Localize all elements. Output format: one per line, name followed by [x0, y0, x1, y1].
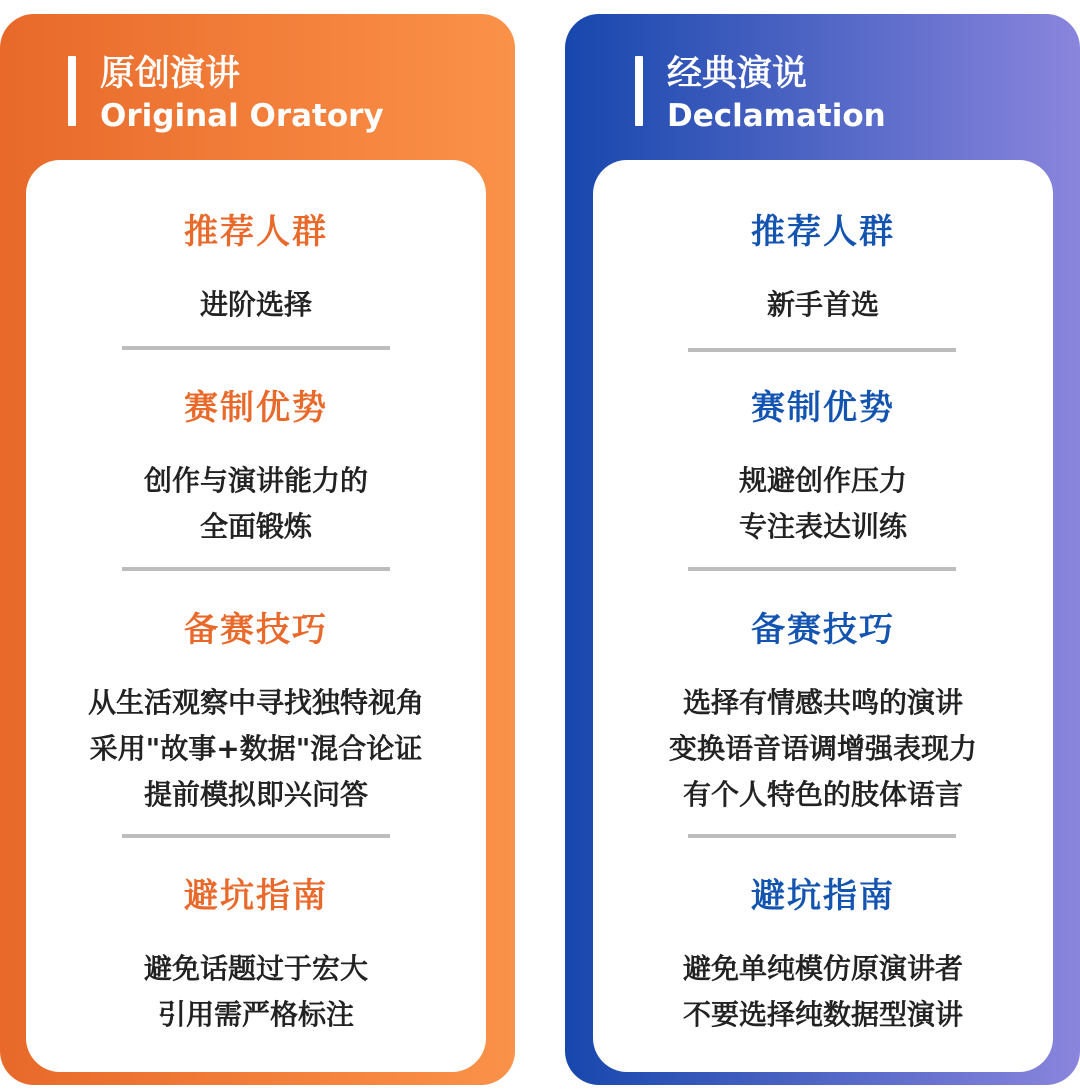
section-divider [688, 567, 956, 571]
header-accent-bar [635, 56, 643, 126]
section-line: 不要选择纯数据型演讲 [682, 998, 963, 1031]
panel-subtitle: Declamation [667, 98, 886, 134]
section-prep-tips [26, 610, 486, 818]
declamation-panel [565, 14, 1080, 1085]
section-heading: 推荐人群 [751, 212, 895, 252]
section-body [26, 946, 486, 1038]
section-line: 新手首选 [766, 288, 879, 321]
section-line: 提前模拟即兴问答 [143, 778, 368, 811]
section-line: 变换语音语调增强表现力 [668, 732, 977, 765]
section-divider [122, 346, 390, 350]
section-body [593, 458, 1053, 550]
section-divider [688, 834, 956, 838]
section-divider [122, 834, 390, 838]
panel-title: 经典演说 [667, 54, 808, 94]
section-body [593, 282, 1053, 328]
section-body [26, 282, 486, 328]
panel-subtitle: Original Oratory [100, 98, 384, 134]
header-accent-bar [68, 56, 76, 126]
panel-title: 原创演讲 [100, 54, 241, 94]
original-oratory-panel [0, 14, 515, 1085]
section-target-audience [26, 212, 486, 328]
section-line: 进阶选择 [199, 288, 312, 321]
section-pitfall-guide [26, 876, 486, 1038]
section-divider [122, 567, 390, 571]
section-line: 从生活观察中寻找独特视角 [87, 686, 424, 719]
section-line: 采用"故事+数据"混合论证 [89, 732, 423, 765]
section-line: 选择有情感共鸣的演讲 [682, 686, 963, 719]
section-heading: 避坑指南 [184, 876, 328, 916]
section-prep-tips [593, 610, 1053, 818]
section-line: 全面锻炼 [199, 510, 312, 543]
section-divider [688, 348, 956, 352]
section-line: 专注表达训练 [738, 510, 907, 543]
section-pitfall-guide [593, 876, 1053, 1038]
section-line: 创作与演讲能力的 [143, 464, 368, 497]
section-format-advantages [593, 388, 1053, 550]
section-line: 有个人特色的肢体语言 [682, 778, 963, 811]
section-line: 引用需严格标注 [157, 998, 354, 1031]
section-heading: 赛制优势 [184, 388, 328, 428]
info-card [26, 160, 486, 1072]
section-format-advantages [26, 388, 486, 550]
section-body [593, 680, 1053, 818]
section-heading: 赛制优势 [751, 388, 895, 428]
section-line: 避免话题过于宏大 [143, 952, 368, 985]
section-line: 规避创作压力 [738, 464, 907, 497]
section-heading: 推荐人群 [184, 212, 328, 252]
section-heading: 避坑指南 [751, 876, 895, 916]
section-heading: 备赛技巧 [751, 610, 895, 650]
section-body [593, 946, 1053, 1038]
section-heading: 备赛技巧 [184, 610, 328, 650]
section-target-audience [593, 212, 1053, 328]
section-line: 避免单纯模仿原演讲者 [682, 952, 963, 985]
section-body [26, 680, 486, 818]
info-card [593, 160, 1053, 1072]
section-body [26, 458, 486, 550]
